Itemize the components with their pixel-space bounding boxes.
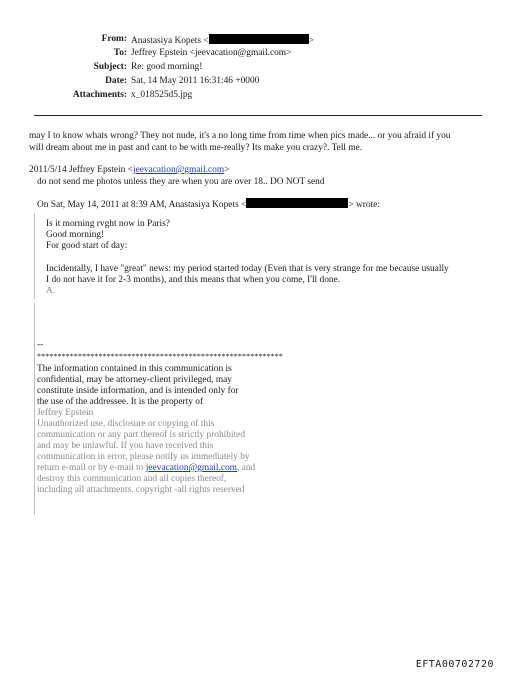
reply-attribution: [37, 198, 380, 211]
signature-stars: ************************************************************: [37, 352, 283, 361]
attachments-label: Attachments:: [72, 90, 127, 100]
quoted-line: Incidentally, I have "great" news: my period started today (Even that is very strange for me because usually: [46, 264, 449, 274]
redaction-block: [209, 34, 309, 44]
attribution-text: On Sat, May 14, 2011 at 8:39 AM, Anastasiya Kopets <: [37, 200, 247, 210]
body-line: may I to know whats wrong? They not nude, it's a no long time from time when pics made... or you afraid if you: [29, 131, 451, 141]
attachment-filename[interactable]: x_018525d5.jpg: [131, 90, 193, 100]
attribution-tail: >: [224, 165, 230, 175]
disclaimer-line: including all attachments. copyright -all rights reserved: [37, 485, 245, 495]
document-id: EFTA00702720: [415, 659, 494, 670]
disclaimer-line: The information contained in this communication is: [37, 364, 232, 374]
reply-text: do not send me photos unless they are when you are over 18.. DO NOT send: [37, 177, 325, 187]
to-label: To:: [113, 48, 127, 58]
date-value: Sat, 14 May 2011 16:31:46 +0000: [131, 76, 260, 86]
disclaimer-line: the use of the addressee. It is the property of: [37, 397, 204, 407]
signature-dashes: --: [37, 340, 44, 350]
disclaimer-line: communication or any part thereof is strictly prohibited: [37, 430, 246, 440]
disclaimer-line: constitute inside information, and is intended only for: [37, 386, 239, 396]
attribution-tail: > wrote:: [348, 200, 380, 210]
body-line: will dream about me in past and cant to be with me-really? Its make you crazy?. Tell me.: [29, 143, 363, 153]
disclaimer-line: confidential, may be attorney-client privileged, may: [37, 375, 232, 385]
from-tail: >: [308, 36, 314, 46]
from-name: Anastasiya Kopets <: [131, 36, 209, 46]
quoted-line: For good start of day:: [46, 241, 128, 251]
reply-attribution: [29, 165, 229, 176]
from-value: [131, 34, 314, 47]
redaction-block: [246, 198, 348, 208]
disclaimer-line: Jeffrey Epstein: [37, 408, 94, 418]
disclaimer-text: , and: [236, 463, 256, 473]
to-value: Jeffrey Epstein <jeevacation@gmail.com>: [131, 48, 292, 58]
email-link[interactable]: jeevacation@gmail.com: [132, 165, 225, 175]
quoted-line: I do not have it for 2-3 months), and this means that when you come, I'll done.: [46, 275, 341, 285]
disclaimer-line: [37, 463, 255, 474]
quote-bar: [34, 213, 35, 299]
header-divider: [34, 115, 482, 116]
quote-bar: [34, 303, 35, 515]
quoted-line: A.: [46, 286, 56, 296]
disclaimer-line: destroy this communication and all copies thereof,: [37, 474, 227, 484]
disclaimer-line: communication in error, please notify us immediately by: [37, 452, 250, 462]
quoted-line: Good morning!: [46, 230, 105, 240]
disclaimer-line: and may be unlawful. If you have received this: [37, 441, 214, 451]
from-label: From:: [101, 34, 127, 44]
attribution-text: 2011/5/14 Jeffrey Epstein <: [29, 165, 133, 175]
disclaimer-line: Unauthorized use, disclosure or copying of this: [37, 419, 215, 429]
date-label: Date:: [105, 76, 127, 86]
subject-label: Subject:: [93, 62, 127, 72]
disclaimer-text: return e-mail or by e-mail to: [37, 463, 146, 473]
email-link[interactable]: jeevacation@gmail.com: [145, 463, 237, 473]
quoted-line: Is it morning rvght now in Paris?: [46, 219, 170, 229]
subject-value: Re: good morning!: [131, 62, 203, 72]
